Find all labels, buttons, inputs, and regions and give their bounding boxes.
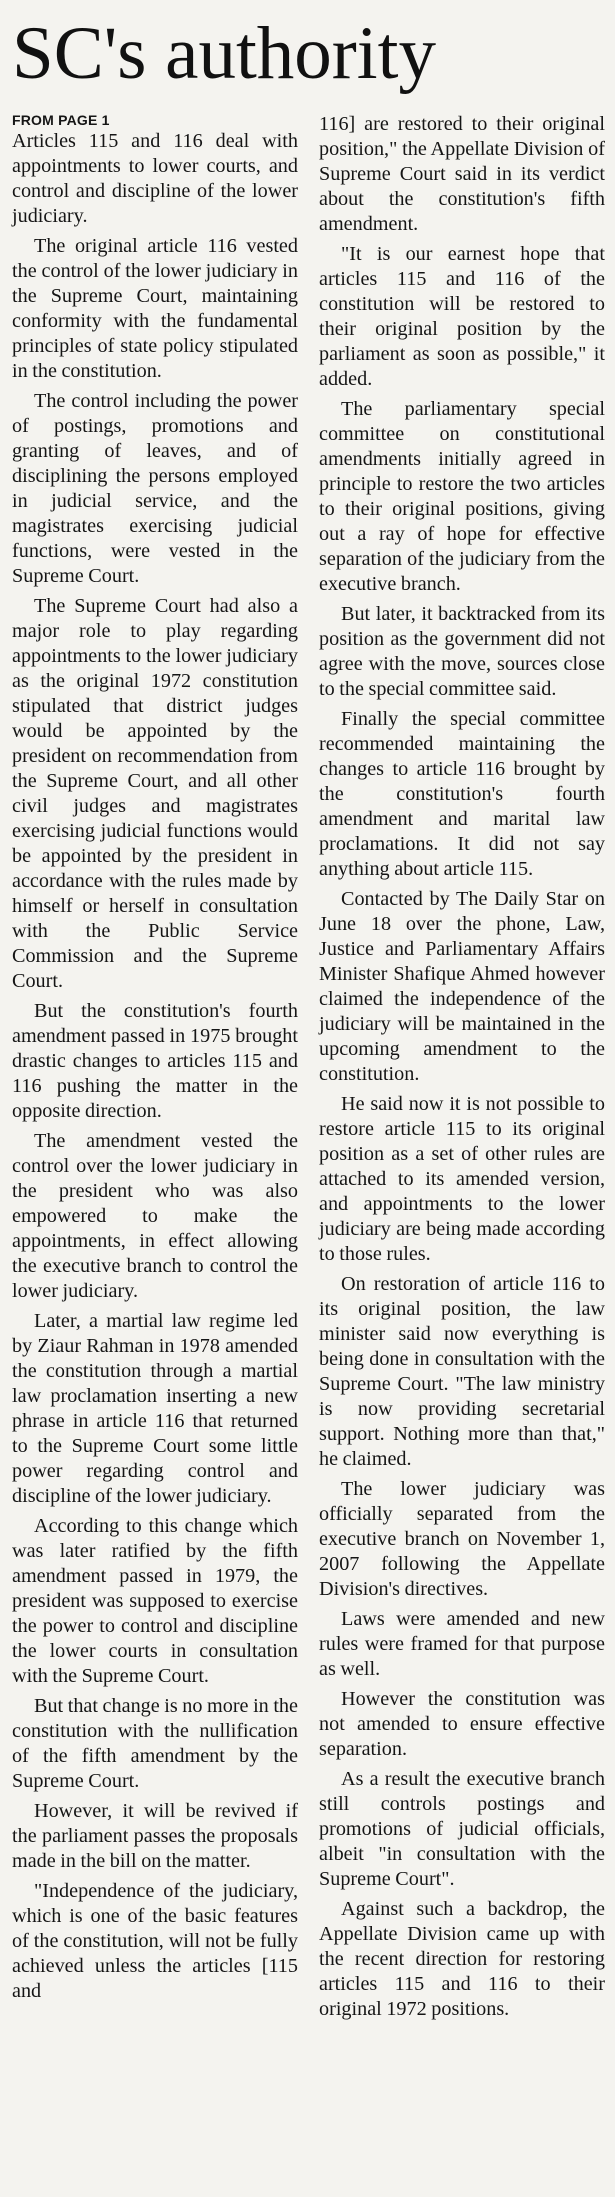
paragraph: On restoration of article 116 to its original position, the law minister said now everything is being done in consultation with the Supreme Court. "The law ministry is now providing secretarial support. Nothing more than that," he claimed. [319,1273,605,1470]
paragraph: However, it will be revived if the parliament passes the proposals made in the bill on the matter. [12,1800,298,1872]
paragraph: "It is our earnest hope that articles 115 and 116 of the constitution will be restored to their original position by the parliament as soon as possible," it added. [319,243,605,390]
paragraph: As a result the executive branch still controls postings and promotions of judicial officials, albeit "in consultation with the Supreme Court". [319,1768,605,1890]
paragraph: Later, a martial law regime led by Ziaur Rahman in 1978 amended the constitution through a martial law proclamation inserting a new phrase in article 116 that returned to the Supreme Court some little power regarding control and discipline of the lower judiciary. [12,1310,298,1507]
paragraph: But later, it backtracked from its position as the government did not agree with the move, sources close to the special committee said. [319,603,605,700]
paragraph: 116] are restored to their original position," the Appellate Division of Supreme Court said in its verdict about the constitution's fifth amendment. [319,113,605,235]
column-right [319,112,605,2027]
paragraph: Against such a backdrop, the Appellate Division came up with the recent direction for restoring articles 115 and 116 to their original 1972 positions. [319,1898,605,2020]
paragraph: The parliamentary special committee on constitutional amendments initially agreed in principle to restore the two articles to their original positions, giving out a ray of hope for effective separation of the judiciary from the executive branch. [319,398,605,595]
kicker: FROM PAGE 1 [12,112,110,128]
paragraph: But that change is no more in the constitution with the nullification of the fifth amendment by the Supreme Court. [12,1695,298,1792]
paragraph: But the constitution's fourth amendment passed in 1975 brought drastic changes to articles 115 and 116 pushing the matter in the opposite direction. [12,1000,298,1122]
column-left [12,112,298,2027]
paragraph: "Independence of the judiciary, which is one of the basic features of the constitution, will not be fully achieved unless the articles [115 and [12,1880,298,2002]
paragraph: According to this change which was later ratified by the fifth amendment passed in 1979, the president was supposed to exercise the power to control and discipline the lower courts in consultation with the Supreme Court. [12,1515,298,1687]
paragraph: The Supreme Court had also a major role to play regarding appointments to the lower judiciary as the original 1972 constitution stipulated that district judges would be appointed by the president on recommendation from the Supreme Court, and all other civil judges and magistrates exercising judicial functions would be appointed by the president in accordance with the rules made by himself or herself in consultation with the Public Service Commission and the Supreme Court. [12,595,298,992]
paragraph: He said now it is not possible to restore article 115 to its original position as a set of other rules are attached to its amended version, and appointments to the lower judiciary are being made according to those rules. [319,1093,605,1265]
paragraph: Laws were amended and new rules were framed for that purpose as well. [319,1608,605,1680]
paragraph: The control including the power of postings, promotions and granting of leaves, and of disciplining the persons employed in judicial service, and the magistrates exercising judicial functions, were vested in the Supreme Court. [12,390,298,587]
paragraph: Articles 115 and 116 deal with appointments to lower courts, and control and discipline of the lower judiciary. [12,130,298,227]
paragraph: The original article 116 vested the control of the lower judiciary in the Supreme Court, maintaining conformity with the fundamental principles of state policy stipulated in the constitution. [12,235,298,382]
paragraph: Contacted by The Daily Star on June 18 over the phone, Law, Justice and Parliamentary Affairs Minister Shafique Ahmed however claimed the independence of the judiciary will be maintained in the upcoming amendment to the constitution. [319,888,605,1085]
paragraph: The lower judiciary was officially separated from the executive branch on November 1, 2007 following the Appellate Division's directives. [319,1478,605,1600]
headline: SC's authority [12,12,436,95]
paragraph: Finally the special committee recommended maintaining the changes to article 116 brought by the constitution's fourth amendment and marital law proclamations. It did not say anything about article 115. [319,708,605,880]
article-body [12,112,605,2027]
paragraph: However the constitution was not amended to ensure effective separation. [319,1688,605,1760]
paragraph: The amendment vested the control over the lower judiciary in the president who was also empowered to make the appointments, in effect allowing the executive branch to control the lower judiciary. [12,1130,298,1302]
